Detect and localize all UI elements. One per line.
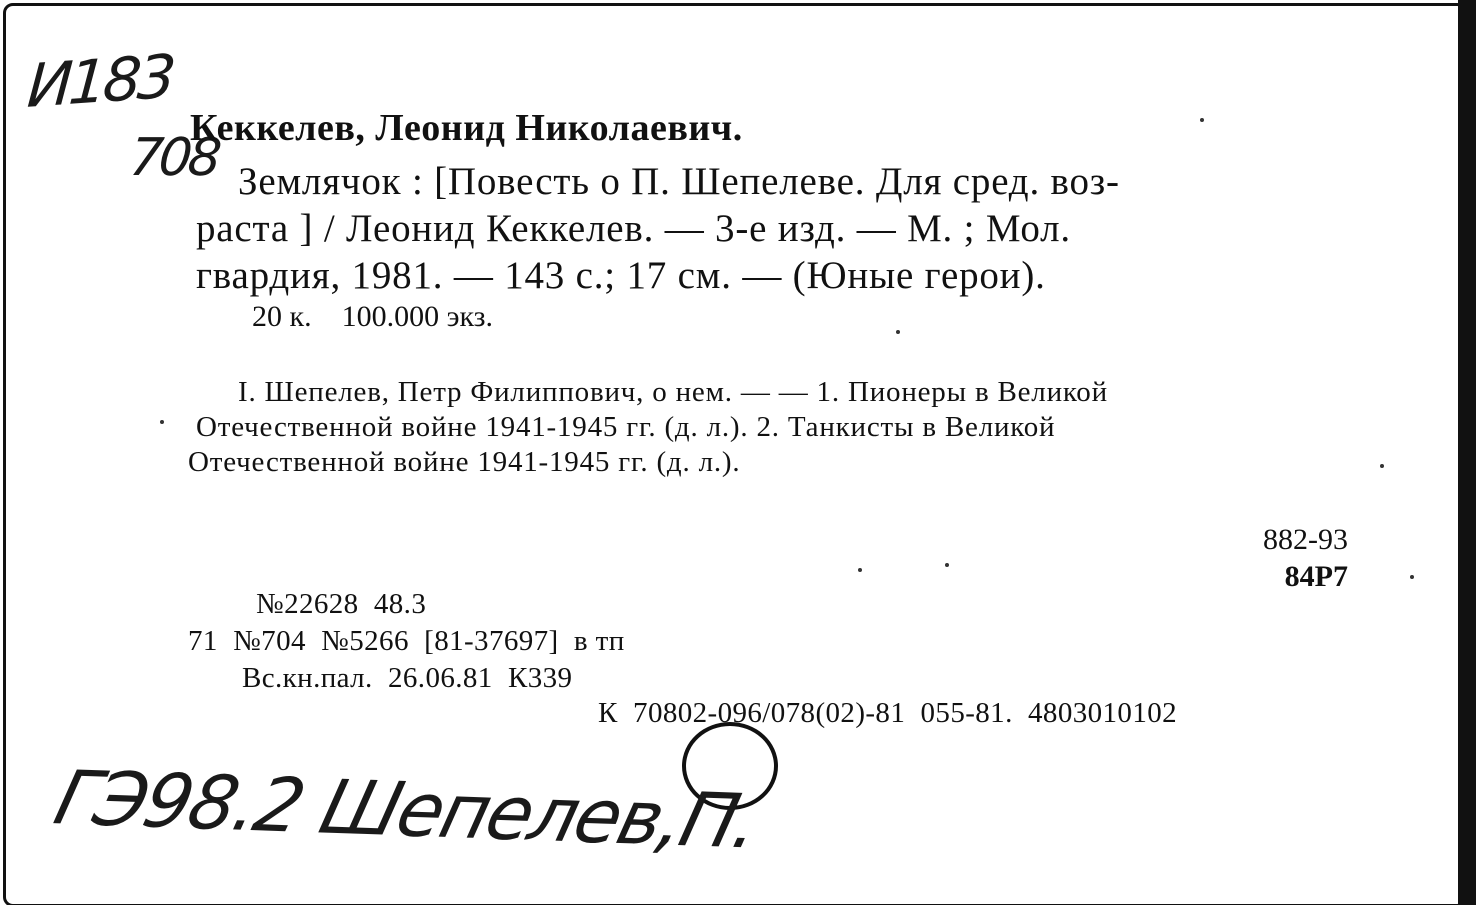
handwritten-call-number-top: И183 — [25, 41, 175, 122]
card-bottom-margin — [0, 905, 1476, 917]
tech-line-1: №22628 48.3 — [256, 588, 427, 620]
classification-code-2: 84Р7 — [1284, 560, 1348, 593]
speck-4 — [1380, 464, 1384, 468]
speck-7 — [160, 420, 164, 424]
handwritten-call-number-bottom: 708 — [126, 128, 221, 188]
speck-6 — [945, 563, 949, 567]
description-line-2: раста ] / Леонид Кеккелев. — 3-е изд. — М. ; Мол. — [196, 207, 1071, 250]
speck-1 — [1200, 118, 1204, 122]
subject-line-1: I. Шепелев, Петр Филиппович, о нем. — — 1. Пионеры в Великой — [238, 376, 1108, 408]
author-heading: Кеккелев, Леонид Николаевич. — [190, 107, 743, 149]
tech-line-4: К 70802-096/078(02)-81 055-81. 4803010102 — [598, 697, 1178, 729]
price-circulation: 20 к. 100.000 экз. — [252, 300, 493, 333]
speck-5 — [1410, 575, 1414, 579]
description-line-1: Землячок : [Повесть о П. Шепелеве. Для сред. воз- — [238, 160, 1120, 203]
card-right-edge — [1458, 0, 1476, 917]
tech-line-2: 71 №704 №5266 [81-37697] в тп — [188, 625, 625, 657]
speck-3 — [858, 568, 862, 572]
tech-line-3: Вс.кн.пал. 26.06.81 К339 — [242, 662, 573, 694]
speck-2 — [896, 330, 900, 334]
classification-code-1: 882-93 — [1263, 523, 1348, 556]
subject-line-2: Отечественной войне 1941-1945 гг. (д. л.). 2. Танкисты в Великой — [196, 411, 1056, 443]
description-line-3: гвардия, 1981. — 143 с.; 17 см. — (Юные герои). — [196, 254, 1046, 297]
subject-line-3: Отечественной войне 1941-1945 гг. (д. л.). — [188, 446, 741, 478]
handwritten-shelf-note: ГЭ98.2 Шепелев,П. — [46, 755, 768, 866]
